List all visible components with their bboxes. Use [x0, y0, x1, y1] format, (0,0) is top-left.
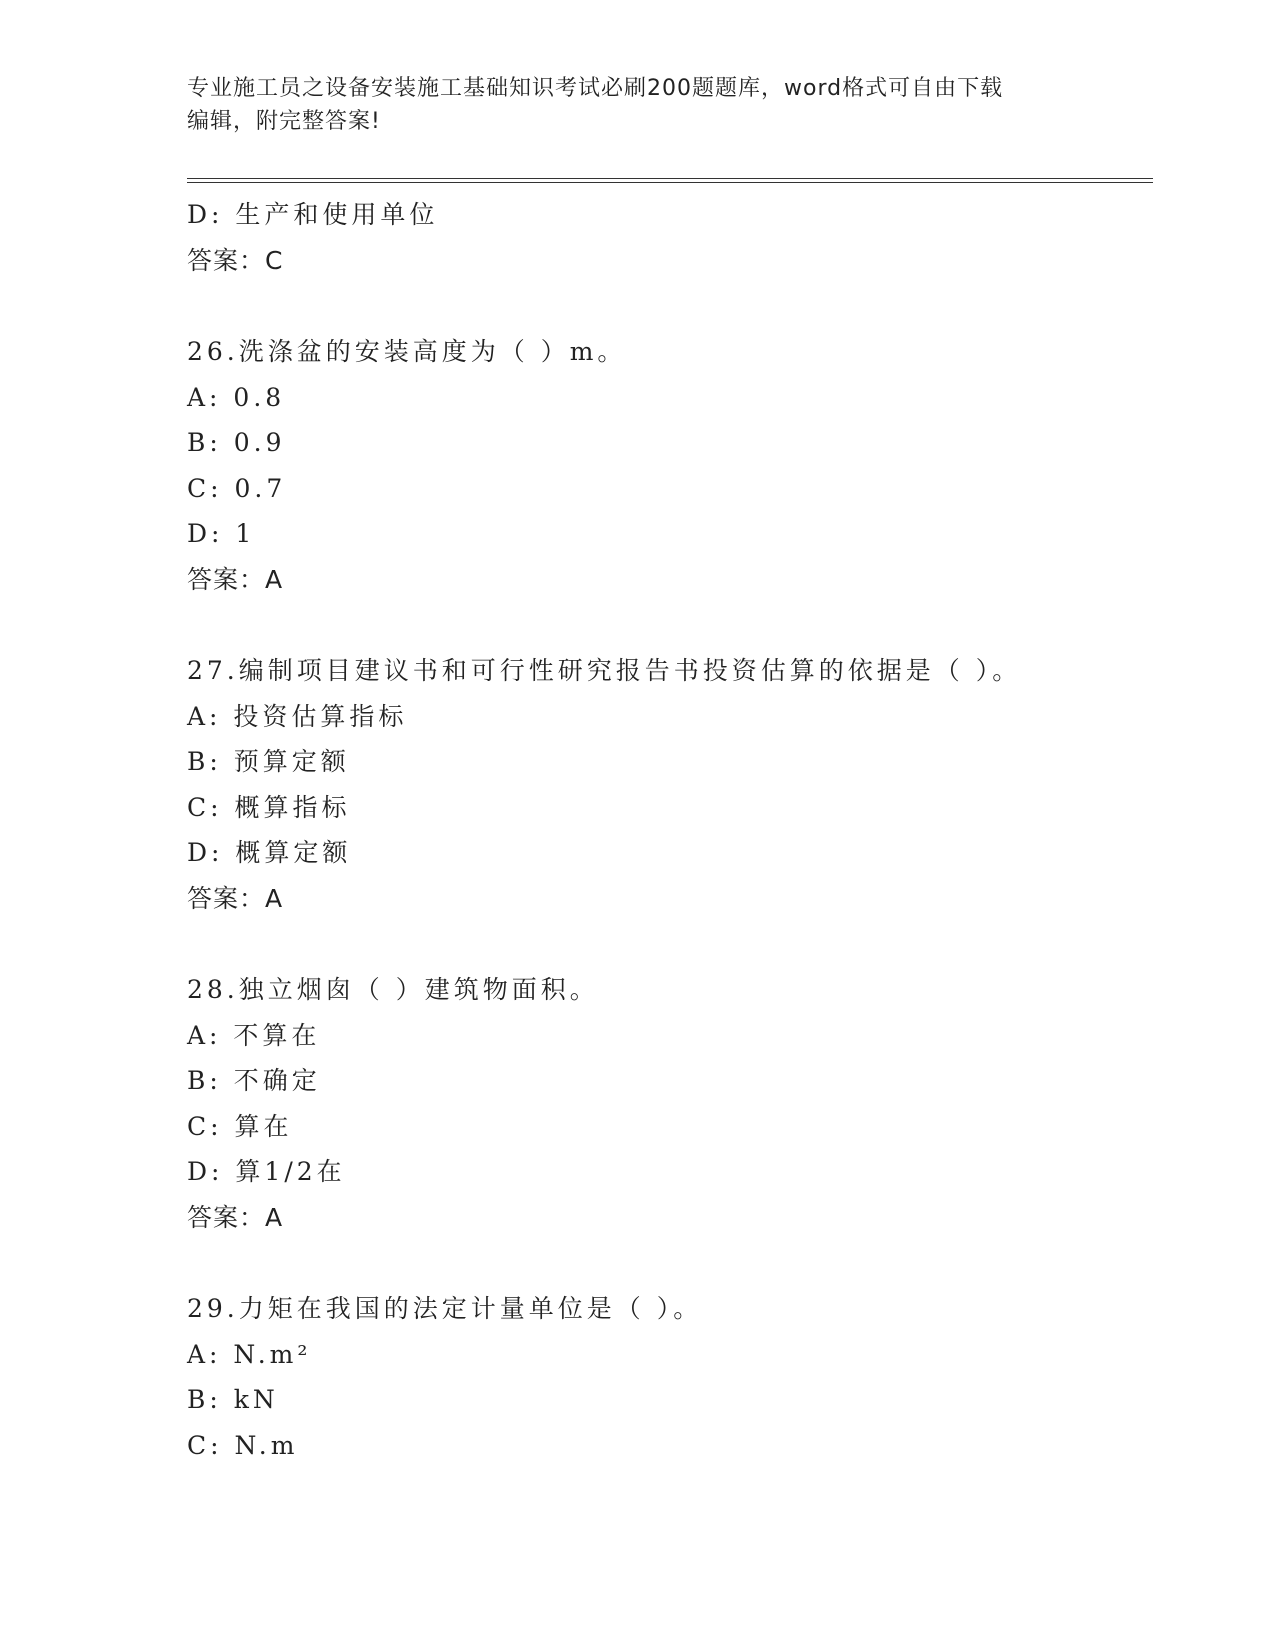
question-block-29: [187, 1286, 1153, 1468]
option-c: C: 0.7: [187, 473, 287, 503]
option-a: A: 0.8: [187, 382, 286, 412]
question-text: 28.独立烟囱（ ）建筑物面积。: [187, 975, 599, 1004]
option-a: A: 投资估算指标: [187, 701, 408, 731]
question-list: [187, 192, 1153, 1468]
header-title-line-2: 编辑，附完整答案!: [187, 109, 381, 134]
option-b: B: 不确定: [187, 1066, 321, 1095]
answer-line: 答案：A: [187, 1202, 284, 1232]
header-title-line-1: 专业施工员之设备安装施工基础知识考试必刷200题题库，word格式可自由下载: [187, 76, 1004, 101]
option-c: C: 概算指标: [187, 792, 351, 822]
option-b: B: 预算定额: [187, 747, 350, 776]
header-divider: [187, 178, 1153, 183]
spacer: [187, 1240, 1153, 1286]
option-c: C: 算在: [187, 1111, 293, 1141]
spacer: [187, 602, 1153, 648]
question-block-27: [187, 648, 1153, 921]
document-header: [187, 72, 1077, 138]
answer-line: 答案：C: [187, 245, 284, 275]
option-d: D: 算1/2在: [187, 1157, 346, 1186]
option-d: D: 概算定额: [187, 838, 352, 867]
question-block-28: [187, 967, 1153, 1240]
option-b: B: 0.9: [187, 428, 286, 457]
answer-line: 答案：A: [187, 564, 284, 594]
spacer: [187, 283, 1153, 329]
question-text: 29.力矩在我国的法定计量单位是（ ）。: [187, 1294, 703, 1323]
option-b: B: kN: [187, 1385, 279, 1414]
option-a: A: 不算在: [187, 1020, 321, 1050]
option-d: D: 生产和使用单位: [187, 200, 439, 229]
question-text: 27.编制项目建议书和可行性研究报告书投资估算的依据是（ ）。: [187, 656, 1022, 685]
option-a: A: N.m²: [187, 1339, 312, 1369]
answer-line: 答案：A: [187, 883, 284, 913]
option-d: D: 1: [187, 519, 256, 548]
question-block-26: [187, 329, 1153, 602]
spacer: [187, 921, 1153, 967]
option-c: C: N.m: [187, 1430, 299, 1460]
question-text: 26.洗涤盆的安装高度为（ ）m。: [187, 337, 627, 366]
